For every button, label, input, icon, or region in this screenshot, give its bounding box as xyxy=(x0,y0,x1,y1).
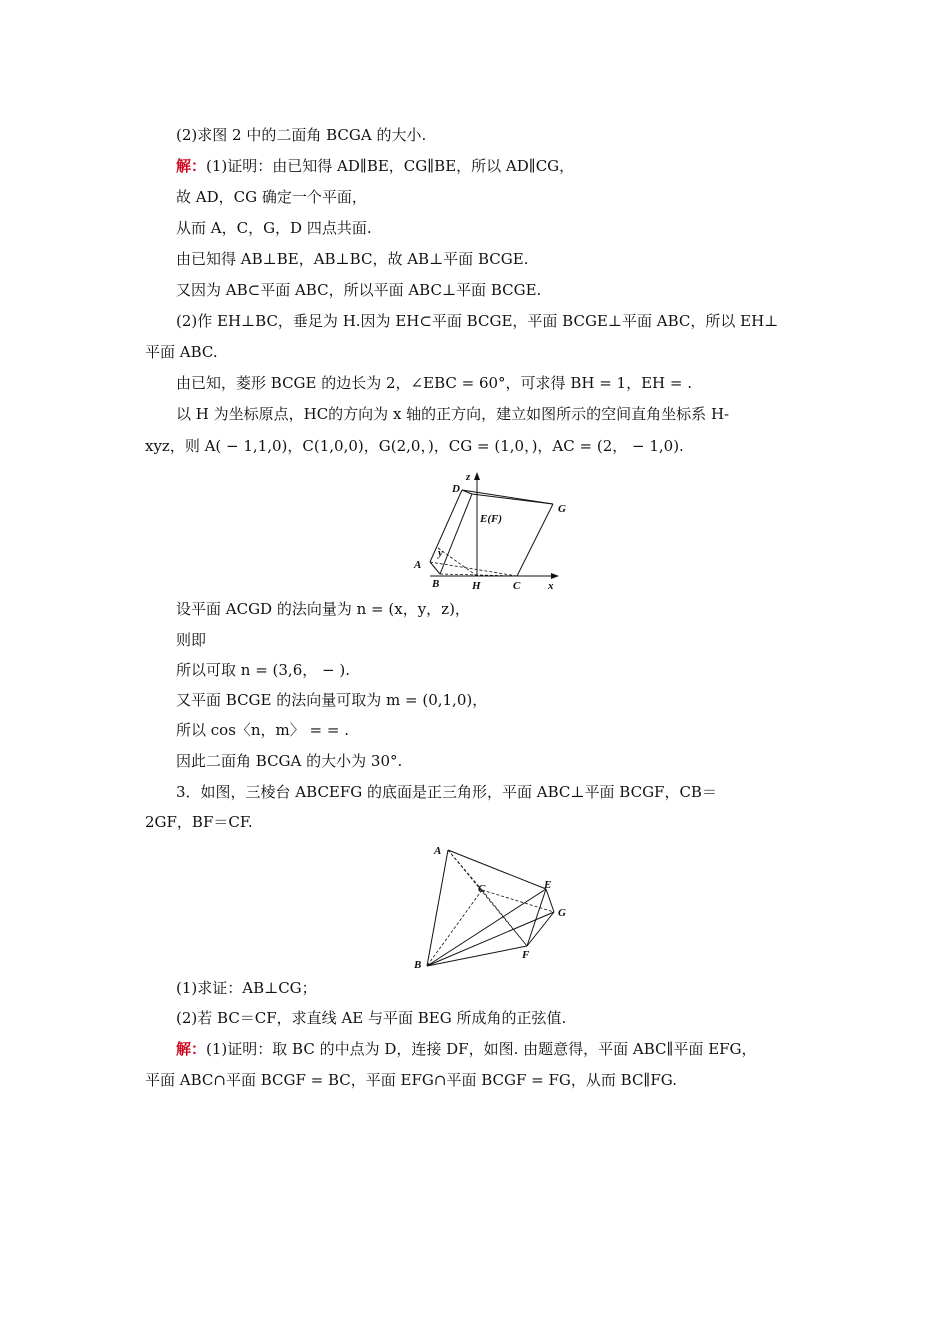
solution-line: 因此二面角 BCGA 的大小为 30°. xyxy=(176,752,403,770)
label-A: A xyxy=(414,559,422,571)
label-x: x xyxy=(548,580,554,592)
solution-line: 解：(1)证明：取 BC 的中点为 D，连接 DF，如图. 由题意得，平面 ABC∥平面 EFG， xyxy=(176,1040,757,1058)
question-part2: (2)求图 2 中的二面角 BCGA 的大小. xyxy=(176,126,427,144)
solution-line: 由已知得 AB⊥BE，AB⊥BC，故 AB⊥平面 BCGE. xyxy=(176,250,529,268)
solution-line: 又平面 BCGE 的法向量可取为 m = (0,1,0)， xyxy=(176,691,488,709)
label-E: E xyxy=(544,879,552,891)
label-F: F xyxy=(522,949,530,961)
question-3-part2: (2)若 BC＝CF，求直线 AE 与平面 BEG 所成角的正弦值. xyxy=(176,1009,567,1027)
label-A: A xyxy=(434,845,442,857)
solution-line: xyz，则 A( − 1,1,0)，C(1,0,0)，G(2,0，)，CG = (1,0，)，AC = (2， − 1,0). xyxy=(145,437,684,455)
solution-line: 从而 A，C，G，D 四点共面. xyxy=(176,219,372,237)
frustum-figure xyxy=(410,840,575,975)
solution-line: 平面 ABC∩平面 BCGF = BC，平面 EFG∩平面 BCGF = FG，从而 BC∥FG. xyxy=(145,1071,677,1089)
coordinate-figure xyxy=(410,470,570,595)
solution-line: 以 H 为坐标原点，HC的方向为 x 轴的正方向，建立如图所示的空间直角坐标系 H- xyxy=(176,405,730,423)
label-B: B xyxy=(432,578,440,590)
solution-line: 所以 cos〈n，m〉 = = . xyxy=(176,721,349,739)
solution-line: 故 AD，CG 确定一个平面， xyxy=(176,188,367,206)
y-axis xyxy=(438,548,477,576)
label-G: G xyxy=(558,503,566,515)
solution-line: 则即 xyxy=(176,631,207,649)
x-arrow xyxy=(551,573,559,579)
label-C: C xyxy=(513,580,521,592)
label-EF: E(F) xyxy=(480,513,502,525)
label-D: D xyxy=(452,483,460,495)
solution-label: 解： xyxy=(176,157,207,175)
solution-line: 所以可取 n = (3,6， − ). xyxy=(176,661,350,679)
label-z: z xyxy=(466,471,471,483)
label-H: H xyxy=(472,580,481,592)
label-y: y xyxy=(438,547,443,559)
label-C: C xyxy=(478,883,486,895)
question-3: 3．如图，三棱台 ABCEFG 的底面是正三角形，平面 ABC⊥平面 BCGF，CB＝ xyxy=(176,783,717,801)
solution-line: 解：(1)证明：由已知得 AD∥BE，CG∥BE，所以 AD∥CG， xyxy=(176,157,575,175)
question-3-cont: 2GF，BF＝CF. xyxy=(145,813,253,831)
question-3-part1: (1)求证：AB⊥CG； xyxy=(176,979,317,997)
label-G: G xyxy=(558,907,566,919)
z-arrow xyxy=(474,472,480,480)
solution-label: 解： xyxy=(176,1040,207,1058)
label-B: B xyxy=(414,959,422,971)
solution-line: 平面 ABC. xyxy=(145,343,218,361)
solution-line: 又因为 AB⊂平面 ABC，所以平面 ABC⊥平面 BCGE. xyxy=(176,281,542,299)
solution-line: (2)作 EH⊥BC，垂足为 H.因为 EH⊂平面 BCGE，平面 BCGE⊥平面 ABC，所以 EH⊥ xyxy=(176,312,779,330)
solution-line: 由已知，菱形 BCGE 的边长为 2，∠EBC = 60°，可求得 BH = 1，EH = . xyxy=(176,374,692,392)
solution-line: 设平面 ACGD 的法向量为 n = (x，y，z)， xyxy=(176,600,470,618)
